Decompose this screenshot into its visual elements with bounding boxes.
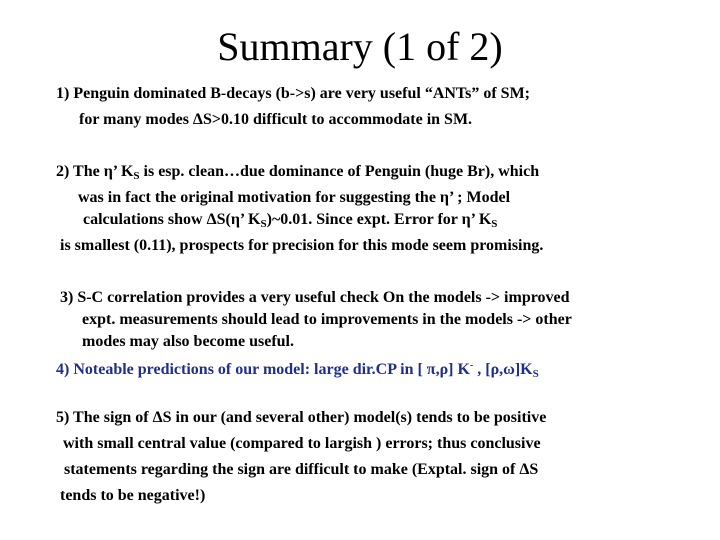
item-2-line-3-b: )~0.01. Since expt. Error for η’ K xyxy=(266,211,492,228)
item-2-line-4: is smallest (0.11), prospects for precision for this mode seem promising. xyxy=(60,237,544,254)
item-3-line-1: 3) S-C correlation provides a very useful check On the models -> improved xyxy=(60,289,570,306)
item-2-line-1-a: 2) The η’ K xyxy=(56,163,134,180)
item-1-line-2: for many modes ΔS>0.10 difficult to accommodate in SM. xyxy=(79,111,473,128)
item-3-line-3: modes may also become useful. xyxy=(82,333,294,350)
item-2-line-3-sub: S xyxy=(260,218,267,230)
item-5-line-1: 5) The sign of ΔS in our (and several other) model(s) tends to be positive xyxy=(56,409,547,426)
item-2-line-2: was in fact the original motivation for suggesting the η’ ; Model xyxy=(78,189,511,206)
item-4-sup: - xyxy=(469,360,474,371)
item-5-line-4: tends to be negative!) xyxy=(60,487,206,504)
item-2-line-3-a: calculations show ΔS(η’ K xyxy=(83,211,261,228)
item-5-line-3: statements regarding the sign are difficult to make (Exptal. sign of ΔS xyxy=(64,461,539,478)
item-4-a: 4) Noteable predictions of our model: large dir.CP in [ π,ρ] K xyxy=(56,361,470,378)
item-4-b: , [ρ,ω]K xyxy=(473,361,533,378)
item-2-line-3-sub-2: S xyxy=(491,218,498,230)
item-2-line-1 xyxy=(56,162,539,186)
item-3-line-2: expt. measurements should lead to improvements in the models -> other xyxy=(82,311,572,328)
item-2-line-1-b: is esp. clean…due dominance of Penguin (huge Br), which xyxy=(139,163,540,180)
item-1-line-1: 1) Penguin dominated B-decays (b->s) are very useful “ANTs” of SM; xyxy=(56,85,531,102)
item-2-line-3 xyxy=(83,210,497,234)
item-4-line-1 xyxy=(56,356,539,384)
item-2-line-1-sub: S xyxy=(133,170,140,182)
slide-title: Summary (1 of 2) xyxy=(217,24,503,69)
item-5-line-2: with small central value (compared to largish ) errors; thus conclusive xyxy=(63,435,541,452)
item-4-sub: S xyxy=(532,368,539,380)
